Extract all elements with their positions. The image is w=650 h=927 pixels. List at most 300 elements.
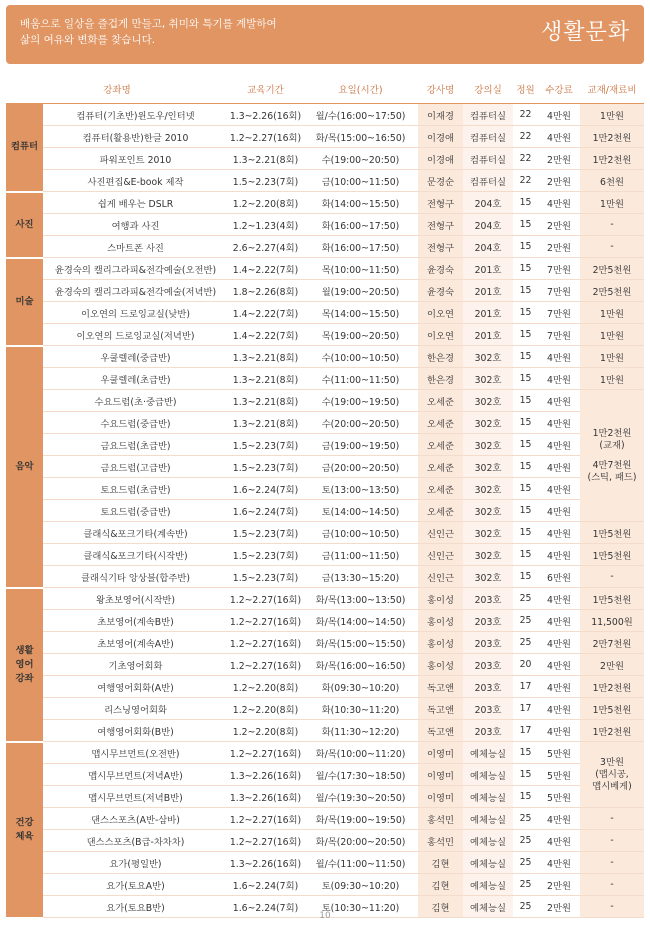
course-materials: - [580, 896, 644, 918]
course-name: 이오연의 드로잉교실(낮반) [43, 302, 228, 324]
course-day: 화 [321, 242, 331, 254]
course-fee: 7만원 [538, 258, 580, 280]
course-day: 금 [321, 572, 331, 584]
course-teacher: 홍이성 [418, 632, 463, 654]
course-materials: - [580, 566, 644, 588]
course-fee: 5만원 [538, 786, 580, 808]
course-time: (10:00~11:20) [336, 748, 406, 760]
table-row [6, 764, 644, 786]
table-row [6, 324, 644, 346]
course-period: 1.2~2.20(8회) [228, 676, 303, 698]
course-day-time [303, 368, 418, 390]
course-room: 201호 [463, 302, 513, 324]
course-name: 리스닝영어회화 [43, 698, 228, 720]
course-day-time [303, 192, 418, 214]
category-cell [6, 588, 43, 742]
course-day: 화 [321, 682, 331, 694]
course-fee: 2만원 [538, 170, 580, 192]
course-fee: 4만원 [538, 522, 580, 544]
mapsi-materials-line: 맵시베게) [592, 780, 632, 792]
header-period: 교육기간 [228, 75, 303, 104]
course-day: 월 [321, 286, 331, 298]
course-materials: 2만5천원 [580, 280, 644, 302]
course-period: 1.2~2.27(16회) [228, 742, 303, 764]
course-room: 컴퓨터실 [463, 148, 513, 170]
course-day-time [303, 478, 418, 500]
course-materials: 2만7천원 [580, 632, 644, 654]
course-teacher: 오세준 [418, 434, 463, 456]
course-name: 맵시무브먼트(저녁B반) [43, 786, 228, 808]
course-schedule-table [6, 75, 644, 919]
course-time: (16:00~17:50) [336, 110, 406, 122]
course-name: 스마트폰 사진 [43, 236, 228, 258]
course-day-time [303, 874, 418, 896]
course-period: 1.8~2.26(8회) [228, 280, 303, 302]
course-room: 201호 [463, 280, 513, 302]
course-day: 화 [321, 704, 331, 716]
category-label: 생활 [15, 644, 34, 656]
course-capacity: 15 [513, 764, 538, 786]
course-room: 203호 [463, 588, 513, 610]
course-name: 여행과 사진 [43, 214, 228, 236]
course-name: 수요드럼(초·중급반) [43, 390, 228, 412]
course-capacity: 25 [513, 896, 538, 918]
table-row [6, 368, 644, 390]
course-teacher: 전형구 [418, 214, 463, 236]
mapsi-materials-line: 3만원 [600, 756, 624, 768]
table-row [6, 236, 644, 258]
course-teacher: 이영미 [418, 764, 463, 786]
course-room: 302호 [463, 412, 513, 434]
course-materials: 2만원 [580, 654, 644, 676]
course-materials: - [580, 236, 644, 258]
course-teacher: 김현 [418, 874, 463, 896]
course-room: 컴퓨터실 [463, 126, 513, 148]
course-day: 화/목 [315, 814, 337, 826]
course-day: 화/목 [315, 132, 337, 144]
course-name: 파워포인트 2010 [43, 148, 228, 170]
course-teacher: 이오연 [418, 324, 463, 346]
course-time: (10:00~10:50) [330, 528, 400, 540]
course-period: 2.6~2.27(4회) [228, 236, 303, 258]
course-fee: 4만원 [538, 632, 580, 654]
course-day-time [303, 588, 418, 610]
course-room: 컴퓨터실 [463, 104, 513, 126]
course-day: 수 [321, 154, 331, 166]
course-day: 화/목 [315, 748, 337, 760]
course-materials: 1만5천원 [580, 544, 644, 566]
course-period: 1.3~2.26(16회) [228, 764, 303, 786]
course-day-time [303, 302, 418, 324]
course-time: (13:00~13:50) [336, 594, 406, 606]
table-row [6, 720, 644, 742]
course-day: 월/수 [315, 858, 337, 870]
course-period: 1.3~2.21(8회) [228, 390, 303, 412]
header-materials: 교재/재료비 [580, 75, 644, 104]
course-capacity: 25 [513, 830, 538, 852]
header-teacher: 강사명 [418, 75, 463, 104]
course-capacity: 17 [513, 720, 538, 742]
course-period: 1.5~2.23(7회) [228, 544, 303, 566]
course-name: 이오연의 드로잉교실(저녁반) [43, 324, 228, 346]
course-capacity: 22 [513, 170, 538, 192]
category-cell [6, 258, 43, 346]
course-room: 302호 [463, 500, 513, 522]
course-period: 1.4~2.22(7회) [228, 302, 303, 324]
course-name: 클래식기타 앙상블(합주반) [43, 566, 228, 588]
course-room: 302호 [463, 434, 513, 456]
course-day-time [303, 148, 418, 170]
course-time: (14:00~15:50) [330, 308, 400, 320]
course-room: 302호 [463, 566, 513, 588]
course-day-time [303, 500, 418, 522]
course-day: 금 [321, 462, 331, 474]
table-row [6, 280, 644, 302]
course-materials: 1만원 [580, 346, 644, 368]
course-teacher: 이영미 [418, 742, 463, 764]
course-capacity: 15 [513, 214, 538, 236]
course-room: 302호 [463, 456, 513, 478]
category-label: 미술 [15, 295, 34, 307]
table-row [6, 830, 644, 852]
course-room: 예체능실 [463, 852, 513, 874]
course-time: (19:00~19:50) [330, 396, 400, 408]
category-label: 체육 [15, 830, 34, 842]
course-period: 1.2~2.20(8회) [228, 698, 303, 720]
course-teacher: 오세준 [418, 390, 463, 412]
course-time: (19:00~19:50) [330, 440, 400, 452]
course-materials: 1만원 [580, 104, 644, 126]
course-teacher: 한은경 [418, 346, 463, 368]
course-name: 여행영어회화(A반) [43, 676, 228, 698]
course-period: 1.2~2.20(8회) [228, 192, 303, 214]
course-time: (20:00~20:50) [330, 418, 400, 430]
course-room: 컴퓨터실 [463, 170, 513, 192]
course-period: 1.6~2.24(7회) [228, 874, 303, 896]
course-capacity: 17 [513, 676, 538, 698]
course-time: (13:00~13:50) [330, 484, 400, 496]
category-label: 건강 [15, 816, 34, 828]
course-period: 1.4~2.22(7회) [228, 324, 303, 346]
course-materials: 2만5천원 [580, 258, 644, 280]
course-period: 1.6~2.24(7회) [228, 500, 303, 522]
table-row [6, 500, 644, 522]
course-day: 토 [321, 484, 331, 496]
course-capacity: 15 [513, 522, 538, 544]
course-day-time [303, 764, 418, 786]
course-room: 예체능실 [463, 874, 513, 896]
course-day: 화/목 [315, 594, 337, 606]
course-teacher: 이경애 [418, 126, 463, 148]
table-row [6, 654, 644, 676]
table-row [6, 214, 644, 236]
course-teacher: 오세준 [418, 412, 463, 434]
course-teacher: 홍이성 [418, 654, 463, 676]
course-time: (19:00~20:50) [330, 286, 400, 298]
course-materials: - [580, 852, 644, 874]
course-name: 요가(토요A반) [43, 874, 228, 896]
course-day-time [303, 544, 418, 566]
course-teacher: 신인근 [418, 544, 463, 566]
course-time: (19:00~20:50) [330, 330, 400, 342]
course-name: 컴퓨터(활용반)한글 2010 [43, 126, 228, 148]
course-name: 윤경숙의 캘리그라피&전각예술(오전반) [43, 258, 228, 280]
course-teacher: 김현 [418, 896, 463, 918]
banner-title: 생활문화 [540, 20, 630, 45]
course-fee: 4만원 [538, 654, 580, 676]
header-capacity: 정원 [513, 75, 538, 104]
course-materials: 1만2천원 [580, 676, 644, 698]
course-period: 1.2~2.20(8회) [228, 720, 303, 742]
course-name: 요가(평일반) [43, 852, 228, 874]
course-time: (19:30~20:50) [336, 792, 406, 804]
table-row [6, 566, 644, 588]
course-time: (19:00~20:50) [330, 154, 400, 166]
course-period: 1.3~2.21(8회) [228, 368, 303, 390]
drum-materials-line: (스틱, 패드) [587, 471, 637, 483]
course-period: 1.2~2.27(16회) [228, 588, 303, 610]
table-row [6, 148, 644, 170]
course-day-time [303, 390, 418, 412]
course-period: 1.5~2.23(7회) [228, 456, 303, 478]
course-fee: 7만원 [538, 280, 580, 302]
course-period: 1.5~2.23(7회) [228, 566, 303, 588]
course-room: 203호 [463, 676, 513, 698]
course-fee: 4만원 [538, 588, 580, 610]
course-teacher: 김현 [418, 852, 463, 874]
course-day-time [303, 126, 418, 148]
course-day-time [303, 632, 418, 654]
course-period: 1.3~2.21(8회) [228, 346, 303, 368]
course-materials: - [580, 874, 644, 896]
course-teacher: 윤경숙 [418, 280, 463, 302]
course-capacity: 15 [513, 412, 538, 434]
course-day-time [303, 654, 418, 676]
course-day: 수 [321, 396, 331, 408]
course-teacher: 이오연 [418, 302, 463, 324]
course-time: (11:00~11:50) [336, 858, 406, 870]
course-teacher: 윤경숙 [418, 258, 463, 280]
course-name: 컴퓨터(기초반)윈도우/인터넷 [43, 104, 228, 126]
course-day: 금 [321, 528, 331, 540]
course-name: 금요드럼(고급반) [43, 456, 228, 478]
course-materials: 6천원 [580, 170, 644, 192]
course-day-time [303, 346, 418, 368]
banner-intro [20, 16, 277, 48]
course-day: 금 [321, 176, 331, 188]
course-capacity: 15 [513, 324, 538, 346]
course-period: 1.2~2.27(16회) [228, 126, 303, 148]
course-teacher: 홍이성 [418, 588, 463, 610]
course-fee: 6만원 [538, 566, 580, 588]
course-room: 203호 [463, 698, 513, 720]
course-day-time [303, 808, 418, 830]
course-day: 화/목 [315, 616, 337, 628]
course-day-time [303, 236, 418, 258]
course-time: (14:00~14:50) [336, 616, 406, 628]
course-day-time [303, 258, 418, 280]
course-period: 1.2~2.27(16회) [228, 610, 303, 632]
course-room: 예체능실 [463, 742, 513, 764]
table-row [6, 104, 644, 126]
course-room: 203호 [463, 632, 513, 654]
course-time: (16:00~17:50) [330, 242, 400, 254]
course-room: 203호 [463, 654, 513, 676]
course-materials: 1만원 [580, 368, 644, 390]
course-teacher: 문경순 [418, 170, 463, 192]
course-teacher: 독고앤 [418, 720, 463, 742]
course-time: (14:00~15:50) [330, 198, 400, 210]
course-teacher: 홍석민 [418, 808, 463, 830]
course-time: (10:00~11:50) [330, 176, 400, 188]
course-period: 1.6~2.24(7회) [228, 896, 303, 918]
table-row [6, 544, 644, 566]
course-fee: 4만원 [538, 698, 580, 720]
course-name: 토요드럼(중급반) [43, 500, 228, 522]
table-row [6, 610, 644, 632]
course-day: 금 [321, 550, 331, 562]
course-teacher: 신인근 [418, 566, 463, 588]
course-fee: 5만원 [538, 764, 580, 786]
course-day-time [303, 852, 418, 874]
table-row [6, 852, 644, 874]
table-row [6, 478, 644, 500]
table-row [6, 742, 644, 764]
course-time: (16:00~17:50) [330, 220, 400, 232]
header-course-name: 강좌명 [6, 75, 228, 104]
course-time: (09:30~10:20) [330, 880, 400, 892]
drum-materials-line: 4만7천원 [592, 459, 632, 471]
course-capacity: 20 [513, 654, 538, 676]
mapsi-materials-cell [580, 742, 644, 808]
drum-materials-cell [580, 390, 644, 522]
course-fee: 4만원 [538, 456, 580, 478]
course-capacity: 22 [513, 126, 538, 148]
course-time: (10:30~11:20) [330, 704, 400, 716]
course-room: 201호 [463, 324, 513, 346]
course-fee: 2만원 [538, 236, 580, 258]
category-label: 컴퓨터 [11, 141, 38, 153]
course-time: (17:30~18:50) [336, 770, 406, 782]
course-time: (20:00~20:50) [330, 462, 400, 474]
mapsi-materials-line: (맵시공, [595, 768, 629, 780]
course-fee: 2만원 [538, 874, 580, 896]
course-name: 금요드럼(초급반) [43, 434, 228, 456]
course-time: (09:30~10:20) [330, 682, 400, 694]
course-room: 302호 [463, 478, 513, 500]
course-capacity: 15 [513, 368, 538, 390]
course-capacity: 25 [513, 632, 538, 654]
category-cell [6, 346, 43, 588]
course-day: 월/수 [315, 770, 337, 782]
course-period: 1.2~1.23(4회) [228, 214, 303, 236]
course-room: 302호 [463, 544, 513, 566]
course-time: (11:00~11:50) [330, 550, 400, 562]
course-fee: 5만원 [538, 742, 580, 764]
course-room: 302호 [463, 346, 513, 368]
course-room: 302호 [463, 368, 513, 390]
course-teacher: 홍이성 [418, 610, 463, 632]
course-materials: 1만원 [580, 302, 644, 324]
course-materials: 1만5천원 [580, 522, 644, 544]
course-name: 여행영어회화(B반) [43, 720, 228, 742]
course-day: 화 [321, 198, 331, 210]
course-fee: 4만원 [538, 104, 580, 126]
course-name: 우쿨렐레(초급반) [43, 368, 228, 390]
course-name: 윤경숙의 캘리그라피&전각예술(저녁반) [43, 280, 228, 302]
course-materials: 1만2천원 [580, 126, 644, 148]
header-room: 강의실 [463, 75, 513, 104]
course-fee: 2만원 [538, 214, 580, 236]
course-fee: 4만원 [538, 720, 580, 742]
course-name: 기초영어회화 [43, 654, 228, 676]
course-room: 201호 [463, 258, 513, 280]
section-banner [6, 5, 644, 64]
course-day: 화/목 [315, 660, 337, 672]
course-fee: 4만원 [538, 412, 580, 434]
course-room: 204호 [463, 192, 513, 214]
course-period: 1.2~2.27(16회) [228, 830, 303, 852]
course-capacity: 15 [513, 566, 538, 588]
course-fee: 2만원 [538, 896, 580, 918]
course-day: 목 [321, 264, 331, 276]
course-day: 월/수 [315, 792, 337, 804]
course-time: (15:00~15:50) [336, 638, 406, 650]
course-capacity: 25 [513, 874, 538, 896]
course-time: (11:00~11:50) [330, 374, 400, 386]
course-day-time [303, 676, 418, 698]
course-room: 203호 [463, 720, 513, 742]
course-fee: 2만원 [538, 148, 580, 170]
course-fee: 4만원 [538, 390, 580, 412]
course-materials: 1만2천원 [580, 720, 644, 742]
course-day-time [303, 324, 418, 346]
course-capacity: 22 [513, 148, 538, 170]
category-label: 사진 [15, 218, 34, 230]
course-name: 클래식&포크기타(계속반) [43, 522, 228, 544]
drum-materials-line: (교재) [599, 439, 625, 451]
course-day-time [303, 456, 418, 478]
course-capacity: 15 [513, 346, 538, 368]
course-period: 1.3~2.21(8회) [228, 412, 303, 434]
course-time: (10:30~11:20) [330, 902, 400, 914]
course-period: 1.3~2.26(16회) [228, 104, 303, 126]
course-fee: 4만원 [538, 192, 580, 214]
course-period: 1.3~2.26(16회) [228, 852, 303, 874]
table-header-row [6, 75, 644, 104]
course-materials: 1만원 [580, 324, 644, 346]
table-row [6, 412, 644, 434]
table-row [6, 874, 644, 896]
course-name: 우쿨렐레(중급반) [43, 346, 228, 368]
drum-materials-line: 1만2천원 [592, 427, 632, 439]
course-fee: 4만원 [538, 830, 580, 852]
table-row [6, 258, 644, 280]
course-room: 예체능실 [463, 764, 513, 786]
table-row [6, 522, 644, 544]
course-time: (10:00~10:50) [330, 352, 400, 364]
course-materials: 1만5천원 [580, 698, 644, 720]
course-time: (13:30~15:20) [330, 572, 400, 584]
course-room: 302호 [463, 522, 513, 544]
course-period: 1.5~2.23(7회) [228, 522, 303, 544]
course-name: 댄스스포츠(B급-차차차) [43, 830, 228, 852]
course-name: 사진편집&E-book 제작 [43, 170, 228, 192]
table-row [6, 808, 644, 830]
course-day: 수 [321, 352, 331, 364]
course-day-time [303, 742, 418, 764]
course-room: 302호 [463, 390, 513, 412]
